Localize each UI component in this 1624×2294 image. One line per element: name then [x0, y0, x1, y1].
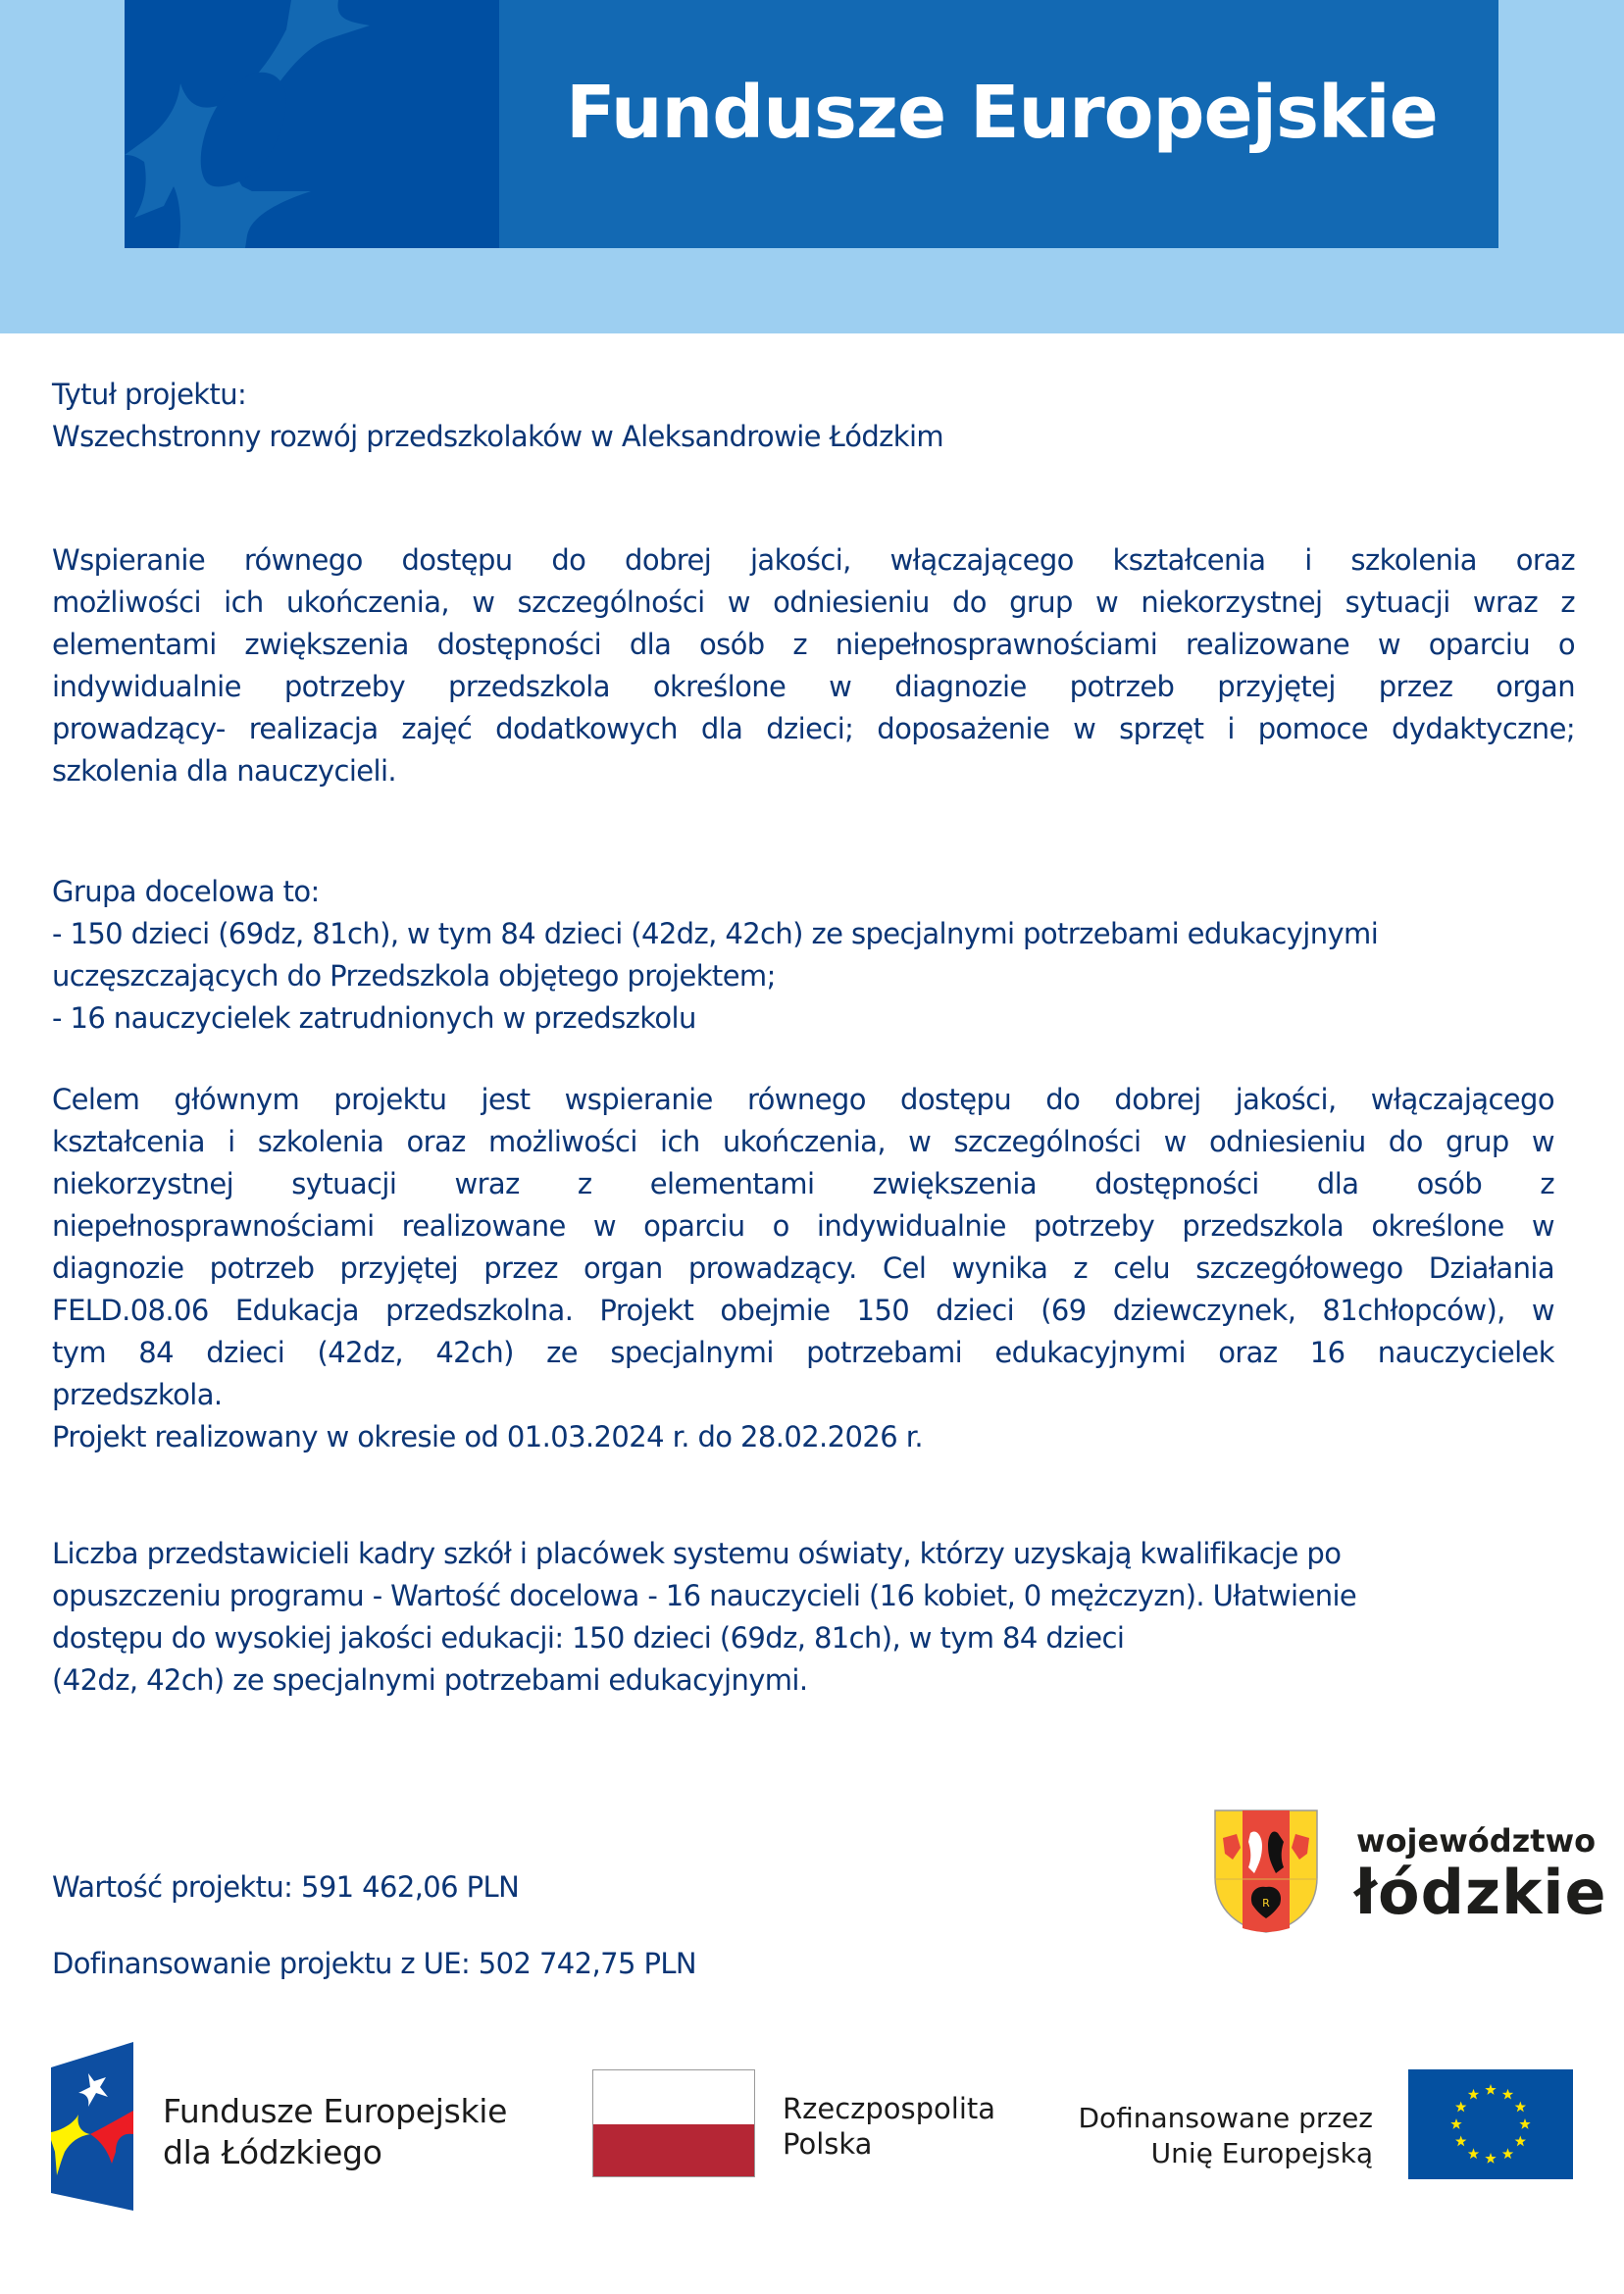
main-goal-line: przedszkola. [52, 1378, 223, 1411]
pl-logo-line2: Polska [783, 2127, 873, 2161]
main-goal-line: diagnozie potrzeb przyjętej przez organ prowadzący. Cel wynika z celu szczegółowego Działania [52, 1251, 1554, 1285]
target-group-heading: Grupa docelowa to: [52, 875, 320, 908]
fe-logo-icon [51, 2042, 135, 2211]
polish-flag-icon [592, 2069, 755, 2177]
description-line: szkolenia dla nauczycieli. [52, 754, 397, 788]
eu-logo-line2: Unię Europejską [1150, 2137, 1373, 2169]
eu-logo-line1: Dofinansowane przez [1078, 2102, 1373, 2134]
target-group-block [52, 871, 1378, 1040]
indicators-paragraph [52, 1533, 1356, 1702]
main-goal-paragraph [52, 1079, 1554, 1458]
indicators-line: Liczba przedstawicieli kadry szkół i placówek systemu oświaty, którzy uzyskają kwalifikacje po [52, 1537, 1342, 1570]
header-title: Fundusze Europejskie [566, 71, 1438, 155]
crest-letter: R [1262, 1897, 1270, 1910]
indicators-line: opuszczeniu programu - Wartość docelowa - 16 nauczycieli (16 kobiet, 0 mężczyzn). Ułatwienie [52, 1579, 1357, 1612]
target-group-line: - 16 nauczycielek zatrudnionych w przedszkolu [52, 1001, 696, 1035]
region-logo-line1: województwo [1356, 1822, 1597, 1860]
project-title-label: Tytuł projektu: [52, 378, 247, 411]
stars-pattern-icon [125, 0, 499, 248]
coat-of-arms-icon [1213, 1809, 1321, 1934]
description-line: prowadzący- realizacja zajęć dodatkowych dla dzieci; doposażenie w sprzęt i pomoce dydaktyczne; [52, 712, 1575, 745]
main-goal-line: kształcenia i szkolenia oraz możliwości ich ukończenia, w szczególności w odniesieniu do grup w [52, 1125, 1554, 1158]
pl-logo [590, 2069, 1022, 2182]
region-logo-line2: łódzkie [1354, 1857, 1607, 1928]
project-cofinancing-text: Dofinansowanie projektu z UE: 502 742,75 PLN [52, 1947, 696, 1980]
main-goal-line: Celem głównym projektu jest wspieranie równego dostępu do dobrej jakości, włączającego [52, 1083, 1554, 1116]
pl-logo-line1: Rzeczpospolita [783, 2092, 996, 2125]
project-title-value: Wszechstronny rozwój przedszkolaków w Aleksandrowie Łódzkim [52, 420, 944, 453]
region-logo [1213, 1809, 1607, 1941]
project-period: Projekt realizowany w okresie od 01.03.2024 r. do 28.02.2026 r. [52, 1420, 923, 1453]
indicators-line: (42dz, 42ch) ze specjalnymi potrzebami edukacyjnymi. [52, 1663, 808, 1697]
project-title-block [52, 374, 943, 458]
target-group-line: uczęszczających do Przedszkola objętego projektem; [52, 959, 776, 993]
description-line: Wspieranie równego dostępu do dobrej jakości, włączającego kształcenia i szkolenia oraz [52, 543, 1575, 577]
eu-logo [1059, 2069, 1589, 2182]
main-goal-line: tym 84 dzieci (42dz, 42ch) ze specjalnymi potrzebami edukacyjnymi oraz 16 nauczycielek [52, 1336, 1554, 1369]
main-goal-line: niekorzystnej sytuacji wraz z elementami zwiększenia dostępności dla osób z [52, 1167, 1554, 1200]
fe-logo-line1: Fundusze Europejskie [163, 2092, 508, 2130]
indicators-line: dostępu do wysokiej jakości edukacji: 150 dzieci (69dz, 81ch), w tym 84 dzieci [52, 1621, 1125, 1655]
description-line: elementami zwiększenia dostępności dla osób z niepełnosprawnościami realizowane w oparciu o [52, 628, 1575, 661]
description-line: indywidualnie potrzeby przedszkola określone w diagnozie potrzeb przyjętej przez organ [52, 670, 1575, 703]
project-cofinancing [52, 1943, 696, 1985]
fe-logo-line2: dla Łódzkiego [163, 2133, 382, 2171]
description-paragraph [52, 539, 1575, 792]
project-value-text: Wartość projektu: 591 462,06 PLN [52, 1870, 520, 1904]
eu-flag-icon [1408, 2069, 1573, 2179]
description-line: możliwości ich ukończenia, w szczególności w odniesieniu do grup w niekorzystnej sytuacji wraz z [52, 586, 1575, 619]
fe-logo [51, 2042, 541, 2214]
main-goal-line: niepełnosprawnościami realizowane w oparciu o indywidualnie potrzeby przedszkola określone w [52, 1209, 1554, 1243]
main-goal-line: FELD.08.06 Edukacja przedszkolna. Projekt obejmie 150 dzieci (69 dziewczynek, 81chłopców), w [52, 1294, 1554, 1327]
project-value [52, 1866, 519, 1909]
target-group-line: - 150 dzieci (69dz, 81ch), w tym 84 dzieci (42dz, 42ch) ze specjalnymi potrzebami edukacyjnymi [52, 917, 1379, 950]
header-banner [125, 0, 1498, 248]
